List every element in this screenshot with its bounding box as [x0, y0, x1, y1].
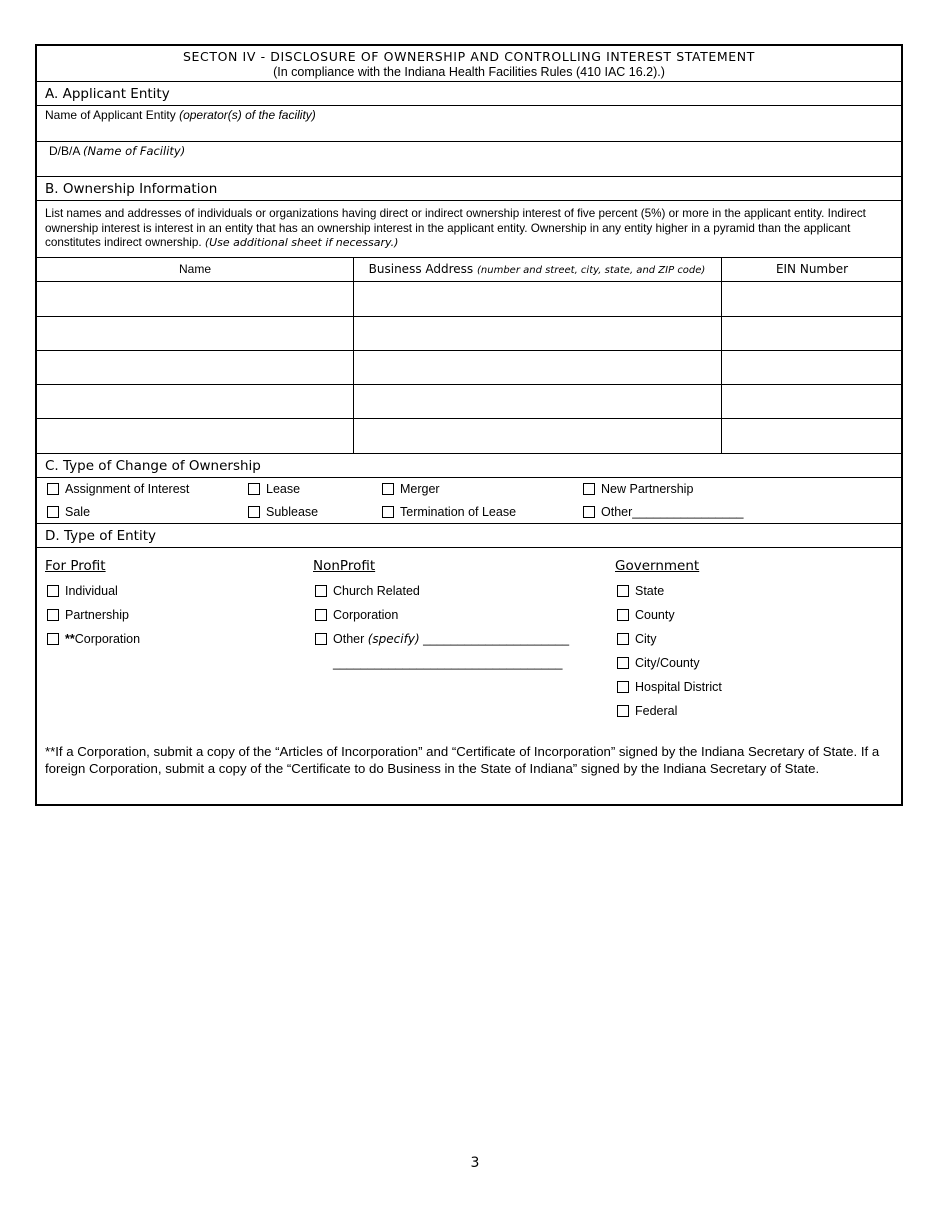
checkbox-merger[interactable]: [382, 483, 394, 495]
section-a-header: [37, 82, 901, 106]
column-header-name: Name: [178, 262, 211, 276]
checkbox-hospital-district[interactable]: [617, 681, 629, 693]
table-row: [37, 351, 901, 385]
checkbox-for-profit-corporation[interactable]: [47, 633, 59, 645]
section-c-header: [37, 454, 901, 478]
column-divider: [721, 258, 722, 454]
for-profit-heading: For Profit: [45, 558, 106, 574]
option-label: City: [635, 632, 657, 646]
corporation-footnote: **If a Corporation, submit a copy of the “Articles of Incorporation” and “Certificate of Incorporation” signed by the Indiana Secretary of State. If a foreign Corporation, submit a copy of the “Certificate to do Business in the State of Indiana” signed by the Indiana Secretary of State.: [45, 744, 880, 776]
column-header-ein: EIN Number: [775, 262, 849, 276]
checkbox-sublease[interactable]: [248, 506, 260, 518]
section-b-heading: B. Ownership Information: [45, 181, 218, 197]
option-label: Sale: [65, 505, 91, 519]
section-b-header: [37, 177, 901, 201]
option-label: State: [635, 584, 665, 598]
applicant-entity-label: Name of Applicant Entity (operator(s) of the facility): [45, 108, 316, 122]
option-label: Lease: [266, 482, 301, 496]
checkbox-new-partnership[interactable]: [583, 483, 595, 495]
checkbox-nonprofit-corporation[interactable]: [315, 609, 327, 621]
table-row: [37, 317, 901, 351]
option-label: Merger: [400, 482, 440, 496]
dba-label: D/B/A (Name of Facility): [49, 144, 186, 158]
checkbox-city-county[interactable]: [617, 657, 629, 669]
applicant-entity-field[interactable]: [37, 106, 901, 142]
checkbox-church-related[interactable]: [315, 585, 327, 597]
option-label: Church Related: [333, 584, 420, 598]
checkbox-county[interactable]: [617, 609, 629, 621]
form-title-block: [37, 46, 901, 82]
option-label: Partnership: [65, 608, 129, 622]
checkbox-partnership[interactable]: [47, 609, 59, 621]
checkbox-other-change[interactable]: [583, 506, 595, 518]
checkbox-federal[interactable]: [617, 705, 629, 717]
option-label: Corporation: [333, 608, 399, 622]
checkbox-lease[interactable]: [248, 483, 260, 495]
checkbox-state[interactable]: [617, 585, 629, 597]
option-label: Termination of Lease: [400, 505, 517, 519]
page-number: 3: [470, 1155, 480, 1171]
change-of-ownership-options: [37, 478, 901, 524]
nonprofit-other-field[interactable]: Other (specify) _____________________: [333, 632, 570, 646]
option-label: City/County: [635, 656, 700, 670]
checkbox-nonprofit-other[interactable]: [315, 633, 327, 645]
section-c-heading: C. Type of Change of Ownership: [45, 458, 261, 474]
checkbox-individual[interactable]: [47, 585, 59, 597]
government-heading: Government: [615, 558, 700, 574]
ownership-instructions: List names and addresses of individuals or organizations having direct or indirect ownership interest of five percent (5%) or more in the applicant entity. Indirect ownership interest is interest in an entity that has an ownership interest in the applicant entity. Ownership in any entity higher in a pyramid than the applicant constitutes indirect ownership. (Use additional sheet if necessary.): [45, 207, 866, 249]
section-a-heading: A. Applicant Entity: [45, 86, 170, 102]
option-label: County: [635, 608, 675, 622]
option-label: New Partnership: [601, 482, 694, 496]
table-row: [37, 385, 901, 419]
checkbox-assignment-of-interest[interactable]: [47, 483, 59, 495]
option-label: Assignment of Interest: [65, 482, 190, 496]
option-label: Individual: [65, 584, 118, 598]
form-title: SECTON IV - DISCLOSURE OF OWNERSHIP AND CONTROLLING INTEREST STATEMENT: [183, 49, 755, 64]
option-label: Hospital District: [635, 680, 722, 694]
other-change-field[interactable]: Other________________: [601, 505, 744, 519]
option-label: Federal: [635, 704, 678, 718]
column-divider: [353, 258, 354, 454]
form-subtitle: (In compliance with the Indiana Health Facilities Rules (410 IAC 16.2).): [273, 65, 665, 79]
ownership-disclosure-form: [35, 44, 903, 806]
section-d-heading: D. Type of Entity: [45, 528, 156, 544]
section-d-header: [37, 524, 901, 548]
checkbox-termination-of-lease[interactable]: [382, 506, 394, 518]
checkbox-city[interactable]: [617, 633, 629, 645]
dba-field[interactable]: [37, 142, 901, 177]
nonprofit-other-line[interactable]: _________________________________: [333, 656, 563, 670]
checkbox-sale[interactable]: [47, 506, 59, 518]
option-label: **Corporation: [65, 632, 141, 646]
column-header-address: Business Address (number and street, city, state, and ZIP code): [368, 262, 706, 276]
table-row: [37, 419, 901, 454]
table-row: [37, 282, 901, 317]
option-label: Sublease: [266, 505, 319, 519]
ownership-table-header: [37, 258, 901, 282]
nonprofit-heading: NonProfit: [313, 558, 376, 574]
ownership-instructions-block: [37, 201, 901, 258]
